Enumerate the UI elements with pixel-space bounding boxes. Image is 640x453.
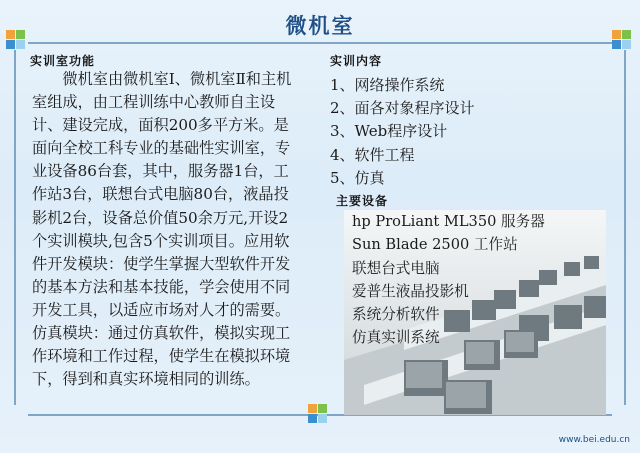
- list-item: 4、软件工程: [330, 145, 415, 164]
- corner-ornament-top-right: [612, 30, 634, 52]
- top-rule: [28, 42, 612, 44]
- corner-ornament-bottom-center: [308, 404, 330, 426]
- equipment-list: [352, 210, 545, 350]
- list-item: 1、网络操作系统: [330, 76, 445, 94]
- content-heading: 实训内容: [330, 54, 383, 68]
- list-item: hp ProLiant ML350 服务器: [352, 213, 545, 230]
- list-item: 2、面各对象程序设计: [330, 99, 475, 118]
- list-item: 系统分析软件: [352, 306, 440, 324]
- function-heading: 实训室功能: [30, 54, 96, 68]
- list-item: Sun Blade 2500 工作站: [352, 236, 518, 254]
- content-list: [330, 74, 475, 190]
- site-url: www.bei.edu.cn: [558, 435, 630, 445]
- list-item: 仿真实训系统: [352, 329, 440, 347]
- corner-ornament-top-left: [6, 30, 28, 52]
- left-rule: [14, 50, 16, 405]
- function-text: 微机室由微机室Ⅰ、微机室Ⅱ和主机室组成，由工程训练中心教师自主设计、建设完成，面积200多平方米。是面向全校工科专业的基础性实训室，专业设备86台套，其中，服务器1台，工作站3台，联想台式电脑80台，液晶投影机2台，设备总价值50余万元,开设2个实训模块,包含5个实训项目。应用软件开发模块：使学生掌握大型软件开发的基本方法和基本技能，学会使用不同开发工具，以适应市场对人才的需要。仿真模块：通过仿真软件，模拟实现工作环境和工作过程，使学生在模拟环境下，得到和真实环境相同的训练。: [32, 70, 292, 389]
- list-item: 爱普生液晶投影机: [352, 282, 469, 300]
- page-title: 微机室: [285, 13, 355, 38]
- right-rule: [624, 50, 626, 405]
- list-item: 5、仿真: [330, 168, 385, 187]
- list-item: 联想台式电脑: [352, 259, 440, 277]
- equipment-heading: 主要设备: [336, 194, 389, 208]
- list-item: 3、Web程序设计: [330, 122, 448, 141]
